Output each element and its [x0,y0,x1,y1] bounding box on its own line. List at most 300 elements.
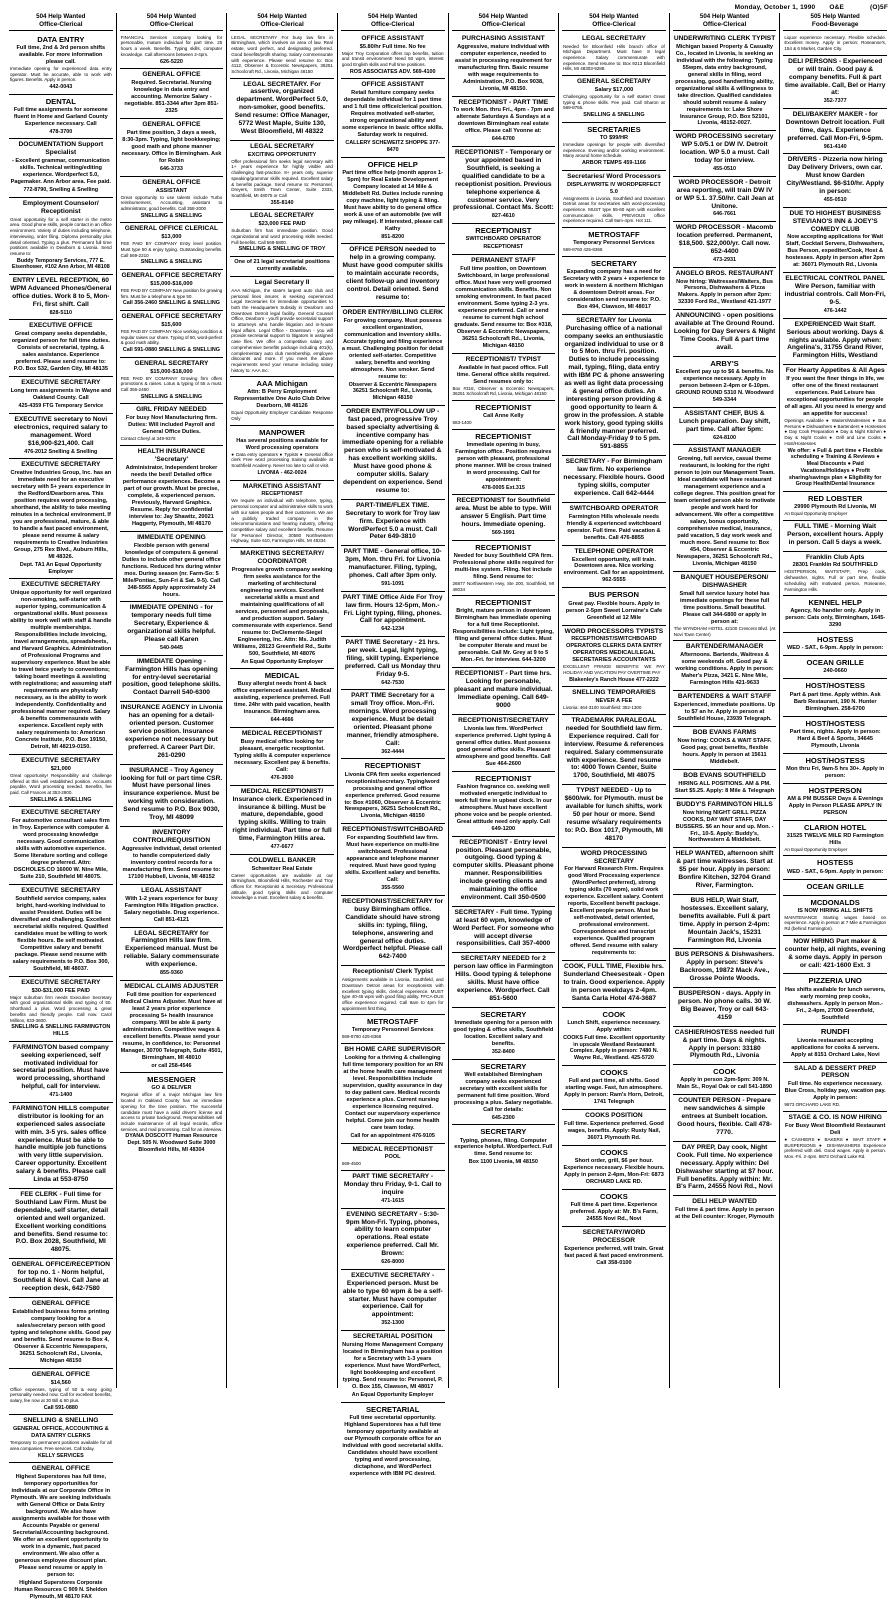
ad-title: INSURANCE AGENCY in Livonia has an opening for a detail-oriented person. Customer service position. Insurance experience not necessary but preferred. A Career Part Dir. 261-0290 [120,704,223,759]
ad-contact[interactable]: We offer: ● Full & part time ● Flexible scheduling ● Training & Reviews ● Meal Discounts ● Paid Vacations/Holidays ● Profit sharing/savings plan ● Eligibility for Group Health/Dental Insurance [787,447,883,488]
ad-contact[interactable]: 644-6700 [491,136,515,143]
ad-subtitle: Now hiring: COOKS & WAIT STAFF. Good pay, great benefits, flexible hours. Apply in person at 15611 Middlebelt. [677,737,772,765]
classified-ad[interactable] [120,702,224,764]
classified-ad[interactable] [452,1060,556,1126]
classified-ad[interactable] [673,691,777,727]
classified-ad[interactable] [452,224,556,255]
ad-contact[interactable]: SNELLING & SNELLING [583,112,645,119]
classified-ad[interactable] [9,275,113,320]
classified-ad[interactable] [120,311,224,358]
ad-title: BUS PERSONS & Dishwashers. Apply in person: Steve's Backroom, 19872 Mack Ave., Grosse Pointe Woods. [675,951,775,983]
classified-ad[interactable] [120,358,224,405]
classified-ad[interactable] [783,208,887,274]
classified-ad[interactable] [562,1190,666,1227]
ad-contact[interactable]: 626-5220 [160,58,183,65]
ad-contact[interactable]: 478-0005 Ext.315 [481,484,525,491]
classified-ad[interactable] [783,492,887,521]
ad-contact[interactable]: 355-5560 [381,885,405,892]
classified-ad[interactable] [120,177,224,224]
ad-title: TRADEMARK PARALEGAL needed for Southfield law firm. Experience required. Call for interview. Resume & references required. Salary commensurate with experience. Send resume to: 4000 Town Center, Suite 1700, Southfield, MI 48075 [564,717,664,780]
ad-contact[interactable]: 477-6677 [270,844,294,851]
classified-ad[interactable] [230,669,334,728]
classified-ad[interactable] [783,521,887,552]
classified-ad[interactable] [9,320,113,377]
classified-ad[interactable] [120,928,224,981]
classified-ad[interactable] [452,1125,556,1169]
classified-ad[interactable] [673,799,777,849]
classified-ad[interactable] [9,755,113,807]
ad-contact[interactable]: 645-2300 [491,1114,515,1121]
ad-contact[interactable]: 471-1615 [381,1197,405,1204]
ad-subtitle: 29990 Plymouth Rd Livonia, MI [794,504,877,511]
classified-ad[interactable] [120,404,224,446]
ad-contact[interactable]: SNELLING & SNELLING [140,393,203,400]
classified-ad[interactable] [452,354,556,401]
classified-ad[interactable] [341,33,445,80]
column-header [562,13,666,31]
classified-ad[interactable] [783,633,887,656]
ad-contact[interactable]: SNELLING & SNELLING [30,796,92,803]
classified-ad[interactable] [562,848,666,962]
classified-ad[interactable] [341,244,445,306]
classified-ad[interactable] [673,988,777,1027]
classified-ad[interactable] [120,532,224,603]
ad-title: FARMINGTON based company seeking experienced, self motivated individual for secretarial position. Must have word processing, shorthand helpful, call for interview. [12,1043,109,1091]
classified-ad[interactable] [341,1171,445,1208]
ad-contact[interactable]: 646-3733 [160,165,183,172]
ad-contact[interactable]: 471-1400 [49,1092,73,1099]
classified-ad[interactable] [120,602,224,655]
ad-contact[interactable]: 591-1091 [381,580,405,587]
classified-ad[interactable] [562,1066,666,1110]
classified-ad[interactable] [783,679,887,716]
ad-contact[interactable]: DYANA DOSCOTT Human Resource Dept. 505 N. Woodward Suite 3000 Bloomfield Hills, MI 48304 [125,1133,218,1153]
ad-contact[interactable]: 772-8790, Snelling & Snelling [23,187,99,194]
classified-ad[interactable] [562,1146,666,1190]
ad-contact[interactable]: CALLERY SCHEWEITZ SHOPPE 377-8470 [345,140,441,153]
classified-ad[interactable] [341,896,445,966]
classified-ad[interactable] [673,33,777,132]
ad-title: HELP WANTED, afternoon shift & part time waitresses. Start at $5 per hour. Apply in person: Bonfire Kitchen, 32704 Grand River, Farmington. [675,850,774,890]
classified-ad[interactable] [562,257,666,315]
ad-title: INVENTORY CONTROL/REQUISITION [132,828,211,844]
classified-ad[interactable] [783,754,887,784]
ad-subtitle: $23,000 FEE PAID [258,221,306,228]
ad-subtitle: RECEPTIONIST/SWITCHBOARD OPERATORS CLERKS DATA ENTRY OPERATORS MEDICAL/LEGAL SECRETARIES ACCOUNTANTS [566,636,662,664]
classified-ad[interactable] [673,1065,777,1095]
classified-ad[interactable] [9,807,113,885]
classified-ad[interactable] [452,430,556,496]
classified-ad[interactable] [562,1008,666,1066]
classified-ad[interactable] [9,377,113,414]
ad-title: MARKETING SECRETARY/ COORDINATOR [240,549,324,565]
classified-ad[interactable] [341,1209,445,1270]
classified-ad[interactable] [562,315,666,456]
classified-ad[interactable] [9,1103,113,1189]
classified-ad[interactable] [120,827,224,885]
classified-ad[interactable] [452,97,556,148]
classified-ad[interactable] [230,548,334,669]
ad-subtitle: Immediate opening for a person with good typing & office skills, Southfield location. Excellent salary and benefits. [453,1019,554,1047]
classified-ad[interactable] [562,1110,666,1146]
ad-body: EXCELLENT FRINGE BENEFITS: WE PAY HOLIDAY AND VACATION PAY OVERTIME PAY [563,664,665,676]
classified-ad[interactable] [452,495,556,540]
ad-title: WORD PROCESSING SECRETARY [580,849,648,865]
classified-ad[interactable] [9,459,113,579]
classified-ad[interactable] [673,895,777,949]
classified-ad[interactable] [452,953,556,1007]
classified-ad[interactable] [341,500,445,547]
classified-ad[interactable] [9,885,113,977]
classified-ad[interactable] [341,1403,445,1481]
classified-ad[interactable] [341,966,445,1015]
classified-ad[interactable] [673,408,777,445]
classified-ad[interactable] [230,277,334,377]
classified-ad[interactable] [783,1063,887,1112]
ad-contact[interactable]: 626-8000 [381,1259,405,1266]
ad-contact[interactable]: 540-9445 [160,645,183,652]
classified-ad[interactable] [230,33,334,79]
column-header-number: 504 [36,13,49,20]
ad-contact[interactable]: 355-8140 [270,199,294,206]
classified-ad[interactable] [341,158,445,245]
ad-title: BANQUET HOUSEPERSON/ DISHWASHER [680,574,769,590]
ad-contact[interactable]: Blakenley's Ranch House 477-2222 [569,676,659,683]
classified-ad[interactable] [562,228,666,257]
classified-ad[interactable] [783,596,887,633]
ad-contact[interactable]: 455-0510 [823,197,847,203]
ad-body: FEE PAID BY COMPANY Nice working condition & regular raises our share. Typing of 50, word-perfect & good math ability. [120,328,223,346]
ad-contact[interactable]: 851-8200 [381,233,405,240]
classified-ad[interactable] [673,131,777,176]
ad-subtitle: For expanding Southfield law firm. Must have experience on multi-line switchboard. Professional appearance and telephone manner required. Must have good typing skills. Excellent salary and benefits. Call: [344,835,441,884]
classified-ad[interactable] [9,1463,113,1603]
classified-ad[interactable] [783,552,887,597]
classified-ad[interactable] [341,307,445,406]
classified-ad[interactable] [783,856,887,879]
ad-contact[interactable]: 425-4359 FTG Temporary Service [18,403,104,410]
classified-ad[interactable] [562,687,666,715]
ad-contact[interactable]: Box 1100 Livonia, MI 48150 [468,1159,538,1166]
classified-ad[interactable] [230,481,334,548]
classified-ad[interactable] [673,357,777,408]
classified-ad[interactable] [9,579,113,755]
ad-contact[interactable]: 624-8100 [713,434,736,441]
classified-ad[interactable] [341,1331,445,1403]
ad-contact[interactable]: LIVONIA - 462-0024 [257,469,307,476]
ad-contact[interactable]: Highland Superstores Corporate Human Resources C 909 N. Sheldon Plymouth, MI 48170 FAX [14,1580,108,1600]
classified-column [6,13,116,1600]
ad-contact[interactable]: 642-7530 [381,679,405,686]
classified-ad[interactable] [341,406,445,500]
ad-title: SWITCHBOARD OPERATOR [569,504,659,512]
classified-ad[interactable] [341,79,445,157]
classified-ad[interactable] [341,1270,445,1331]
ad-title: EXPERIENCED Wait Staff. Serious about working. Days & nights available. Apply when: Angelina's, 31755 Grand River, Farmington Hills, Westland [786,320,884,360]
classified-ad[interactable] [452,1008,556,1060]
ad-contact[interactable]: 352-7377 [823,98,847,105]
ad-contact[interactable]: ROS ASSOCIATES ADV. 569-4100 [349,68,436,75]
classified-ad[interactable] [673,1142,777,1196]
classified-ad[interactable] [783,365,887,492]
ad-contact[interactable]: 644-4666 [270,717,294,724]
ad-contact[interactable]: 476-1442 [823,308,847,315]
ad-title: COUNTER PERSON - Prepare new sandwiches & simple entrees at Sunbelt location. Good hours, flexible. Call 478-7770. [677,1097,772,1137]
classified-ad[interactable] [120,765,224,827]
classified-ad[interactable] [341,546,445,591]
classified-ad[interactable] [341,1144,445,1172]
ad-contact[interactable]: Dept. TA1 An Equal Opportunity Employer [19,561,102,575]
ad-title: MEDICAL [264,671,300,681]
ad-contact[interactable]: SNELLING & SNELLING OF TROY [238,246,326,253]
classified-ad[interactable] [452,596,556,668]
classified-ad[interactable] [562,171,666,228]
ad-title: DELI HELP WANTED [692,1198,757,1206]
ad-title: HOSTESS [817,635,854,645]
ad-contact[interactable]: An Equal Opportunity Employer [351,1391,434,1398]
ad-title: ANNOUNCING - open positions available at The Ground Round. Looking for Day Servers & Night Time Cooks. Full & part time avail. [673,312,776,352]
classified-ad[interactable] [673,222,777,267]
classified-ad[interactable] [783,717,887,754]
classified-ad[interactable] [673,1027,777,1066]
ad-title: BUS PERSON [588,590,640,600]
classified-ad[interactable] [783,896,887,936]
classified-ad[interactable] [452,668,556,715]
ad-contact[interactable]: 442-0043 [49,83,73,90]
ad-title: RECEPTIONIST - Part time hrs. Looking for personable, pleasant and mature individual. Immediate opening. Call 649-9000 [454,670,553,709]
classified-ad[interactable] [230,728,334,786]
classified-ad[interactable] [120,33,224,70]
classified-ad[interactable] [673,572,777,641]
ad-subtitle: Aggressive, mature individual with computer experience, needed to assist in processing requirement for manufacturing firm. Basic resume with wage requirements to Administration, P.O. Box 9038, Livonia, MI 48150. [454,43,552,92]
classified-ad[interactable] [9,139,113,198]
classified-ad[interactable] [452,715,556,772]
ad-title: WORD PROCESSING secretary WP 5.0/5.1 or DW IV. Detroit location. WP 5.0 a must. Call today for interview. [675,133,774,165]
classified-ad[interactable] [230,257,334,277]
classified-ad[interactable] [783,109,887,154]
classified-ad[interactable] [673,1095,777,1142]
classified-ad[interactable] [120,981,224,1074]
classified-ad[interactable] [230,79,334,141]
classified-ad[interactable] [562,33,666,76]
classified-ad[interactable] [783,56,887,109]
classified-ad[interactable] [341,592,445,637]
classified-ad[interactable] [452,33,556,97]
ad-subtitle: RECEPTIONIST [261,491,303,498]
classified-ad[interactable] [783,1025,887,1062]
ad-contact[interactable]: 352-8400 [491,1048,515,1055]
classified-ad[interactable] [9,1042,113,1103]
ad-title: MEDICAL RECEPTIONIST [352,1145,433,1153]
classified-ad[interactable] [120,119,224,177]
classified-ad[interactable] [230,426,334,481]
classified-ad[interactable] [783,656,887,679]
classified-ad[interactable] [562,961,666,1008]
ad-contact[interactable]: 855-9360 [160,970,183,977]
classified-ad[interactable] [783,1112,887,1163]
classified-ad[interactable] [673,445,777,572]
ad-contact[interactable]: 961-4140 [823,143,847,150]
classified-ad[interactable] [783,784,887,821]
ad-title: ASSISTANT MANAGER [688,447,761,455]
classified-ad[interactable] [562,588,666,625]
classified-column [337,13,448,1477]
classified-ad[interactable] [9,33,113,95]
classified-ad[interactable] [673,268,777,311]
classified-ad[interactable] [783,974,887,1025]
classified-ad[interactable] [673,770,777,799]
column-header-number: 504 [478,13,491,20]
classified-ad[interactable] [120,885,224,928]
classified-ad[interactable] [341,824,445,896]
ad-contact[interactable]: Call 356-2460 SNELLING & SNELLING [122,300,220,307]
classified-ad[interactable] [120,656,224,703]
ad-contact[interactable]: Call 591-0880 SNELLING & SNELLING [122,347,220,354]
classified-ad[interactable] [9,977,113,1042]
classified-ad[interactable] [783,319,887,366]
ad-title: BARTENDER/MANAGER [685,643,764,651]
ad-contact[interactable]: Call for an appointment 476-9105 [350,1132,435,1139]
ad-contact[interactable]: An Equal Opportunity Employer [241,658,323,665]
classified-ad[interactable] [341,1044,445,1143]
classified-ad[interactable] [673,848,777,895]
ad-contact[interactable]: 352-1300 [381,1320,405,1327]
classified-ad[interactable] [9,414,113,459]
classified-ad[interactable] [783,821,887,857]
classified-ad[interactable] [562,456,666,503]
masthead-page-number: (O)5F [870,4,888,11]
ad-contact[interactable]: 828-5110 [49,309,73,316]
ad-contact[interactable]: 362-4444 [381,748,405,755]
classified-ad[interactable] [783,273,887,318]
ad-contact[interactable]: or call 258-4546 [151,1062,192,1069]
ad-contact[interactable]: 827-4610 [491,213,515,220]
classified-ad[interactable] [452,772,556,837]
ad-subtitle: For Busy West Bloomfield Restaurant Deli [785,1122,886,1136]
ad-contact[interactable]: SNELLING & SNELLING [140,259,203,266]
ad-subtitle: Aggressive individual, detail oriented to handle computerized daily inventory control records for a manufacturing firm. Send resume to: 17100 Hubbell, Livonia, MI 48152 [121,845,222,880]
ad-contact[interactable]: ARBOR TEMPS 459-1166 [582,159,646,166]
classified-ad[interactable] [783,154,887,207]
ad-contact[interactable]: 642-1234 [381,626,405,633]
ad-subtitle: Expanding company has a need for Secretary with 2 years + experience to work in western & northern Michigan & downtown Detroit areas. For consideration send resume to: P.O. Box 494, Clawson, MI 48017 [563,268,665,310]
ad-contact[interactable]: 646-7661 [713,211,736,218]
ad-contact[interactable]: Observer & Eccentric Newspapers 36251 Schoolcraft Rd., Livonia, Michigan 48150 [348,381,437,402]
ad-subtitle: TO $99/HR [599,134,629,141]
classified-ad[interactable] [673,1196,777,1224]
ad-subtitle: POOL [384,1154,401,1161]
classified-ad[interactable] [9,1369,113,1416]
classified-ad[interactable] [452,255,556,354]
ad-contact[interactable]: COOKS Full time. Excellent opportunity in upscale Westland Restaurant Complex. Apply in person: 7480 N. Wayne Rd., Westland. 425-5720 [563,1034,665,1062]
classified-ad[interactable] [673,727,777,770]
ad-contact[interactable]: 476-3930 [270,774,294,781]
classified-ad[interactable] [673,641,777,691]
classified-ad[interactable] [562,715,666,785]
classified-ad[interactable] [673,177,777,222]
ad-subtitle: Flexible person with general knowledge of computers & general Duties to include other general office functions. Reduced hrs during winter mos. During season (nr. Farm-So: 5 Mile/Pontiac, Sun-Fri & Sat. 9-5). Call 348-5565 Apply approximately 24 hours. [121,542,221,598]
classified-ad[interactable] [120,223,224,270]
ad-title: LEGAL SECRETARY. For assertive, organized department. WordPerfect 5.0, non-smoker, good benefits. Send resume: Office Manager, 5772 West Maple, Suite 130, West Bloomfield, MI 48322 [234,80,330,135]
classified-ad[interactable] [562,785,666,847]
classified-ad[interactable] [783,33,887,56]
classified-ad[interactable] [341,1015,445,1044]
ad-contact[interactable]: 569-1991 [491,530,515,537]
ad-title: WORD PROCESSOR - Detroit area reporting, will train DW IV or WP 5.1. 37.50/hr. Call Jean at Unitone. [675,178,774,210]
classified-ad[interactable] [9,1189,113,1259]
classified-ad[interactable] [562,503,666,546]
ad-contact[interactable]: Buddy Temporary Services, 777 E. Eisenhower, #102 Ann Arbor, MI 48108 [11,257,110,271]
classified-ad[interactable] [783,880,887,896]
classified-ad[interactable] [230,377,334,425]
classified-ad[interactable] [452,541,556,596]
ad-contact[interactable]: 478-3700 [49,128,73,135]
classified-ad[interactable] [673,310,777,357]
ad-subtitle: $15,000-$16,000 [150,280,193,287]
classified-ad[interactable] [673,949,777,988]
ad-subtitle: Busy allergist needs front & back office experienced assistant. Medical assisting, experience preferred. Full time. 24hr with paid vacation, health insurance. Birmingham area. [232,681,332,716]
ad-title: SECRETARIES [587,124,641,134]
ad-contact[interactable]: 455-0510 [713,166,736,173]
ad-title: GENERAL SECRETARY [134,359,209,367]
classified-ad[interactable] [9,95,113,140]
classified-ad[interactable] [9,198,113,275]
classified-ad[interactable] [120,446,224,532]
ad-contact[interactable]: RECEPTIONIST [483,244,524,251]
classified-ad[interactable] [452,907,556,954]
ad-title: CLARION HOTEL [803,822,867,832]
ad-contact[interactable]: SNELLING & SNELLING [140,212,203,219]
classified-ad[interactable] [562,626,666,688]
ad-subtitle: With 1-2 years experience for busy Farmington Hills litigation practice. Salary negotiable. Drug experience. Call 851-4121 [124,895,219,923]
ad-contact[interactable]: Call 591-0880 [43,1404,78,1411]
classified-ad[interactable] [452,837,556,907]
classified-ad[interactable] [452,401,556,430]
ad-contact[interactable]: SNELLING & SNELLING FARMINGTON HILLS [11,1024,111,1037]
classified-ad[interactable] [452,147,556,224]
ad-body: 569-4500 [341,1161,361,1167]
ad-title: Receptionist/ Clerk Typist [352,968,433,976]
classified-ad[interactable] [230,855,334,904]
ad-subtitle: Busy medical office looking for pleasant, energetic receptionist. Typing skills & computer experience necessary. Excellent pay & benefits. Call: [233,739,331,773]
ad-subtitle: Full time assignments for someone fluent in Home and Garland County Experience necessary. Call [13,106,108,127]
classified-ad[interactable] [562,76,666,123]
classified-ad[interactable] [230,786,334,855]
column-header-title: Help Wanted [269,13,307,20]
ad-subtitle: ASSISTANT [155,187,188,194]
classified-ad[interactable] [562,123,666,171]
classified-ad[interactable] [9,1298,113,1369]
classified-ad[interactable] [9,1415,113,1463]
classified-ad[interactable] [562,1227,666,1270]
classified-ad[interactable] [230,210,334,257]
ad-contact[interactable]: KELLY SERVICES [37,1452,84,1459]
classified-ad[interactable] [562,546,666,589]
classified-ad[interactable] [120,270,224,311]
classified-ad[interactable] [783,936,887,975]
classified-ad[interactable] [230,141,334,210]
classified-ad[interactable] [120,69,224,119]
classified-ad[interactable] [341,759,445,824]
ad-contact[interactable]: 473-2931 [713,256,736,263]
ad-subtitle: Livonia restaurant accepting applications for cooks & servers. Apply at 8151 Orchard Lake, Novi [790,1037,880,1058]
classified-ad[interactable] [9,1259,113,1298]
classified-ad[interactable] [341,637,445,690]
ad-subtitle: Livonia CPA firm seeks experienced receptionist/secretary. Typing/word processing and general office experience preferred. Good resume to: Box #1060, Observer & Eccentric Newspapers, 36251 Schoolcraft Rd., Livonia, Michigan 48150 [344,771,441,820]
classified-ad[interactable] [341,690,445,759]
classified-ad[interactable] [120,1073,224,1156]
ad-contact[interactable]: 476-2012 Snelling & Snelling [24,448,98,455]
